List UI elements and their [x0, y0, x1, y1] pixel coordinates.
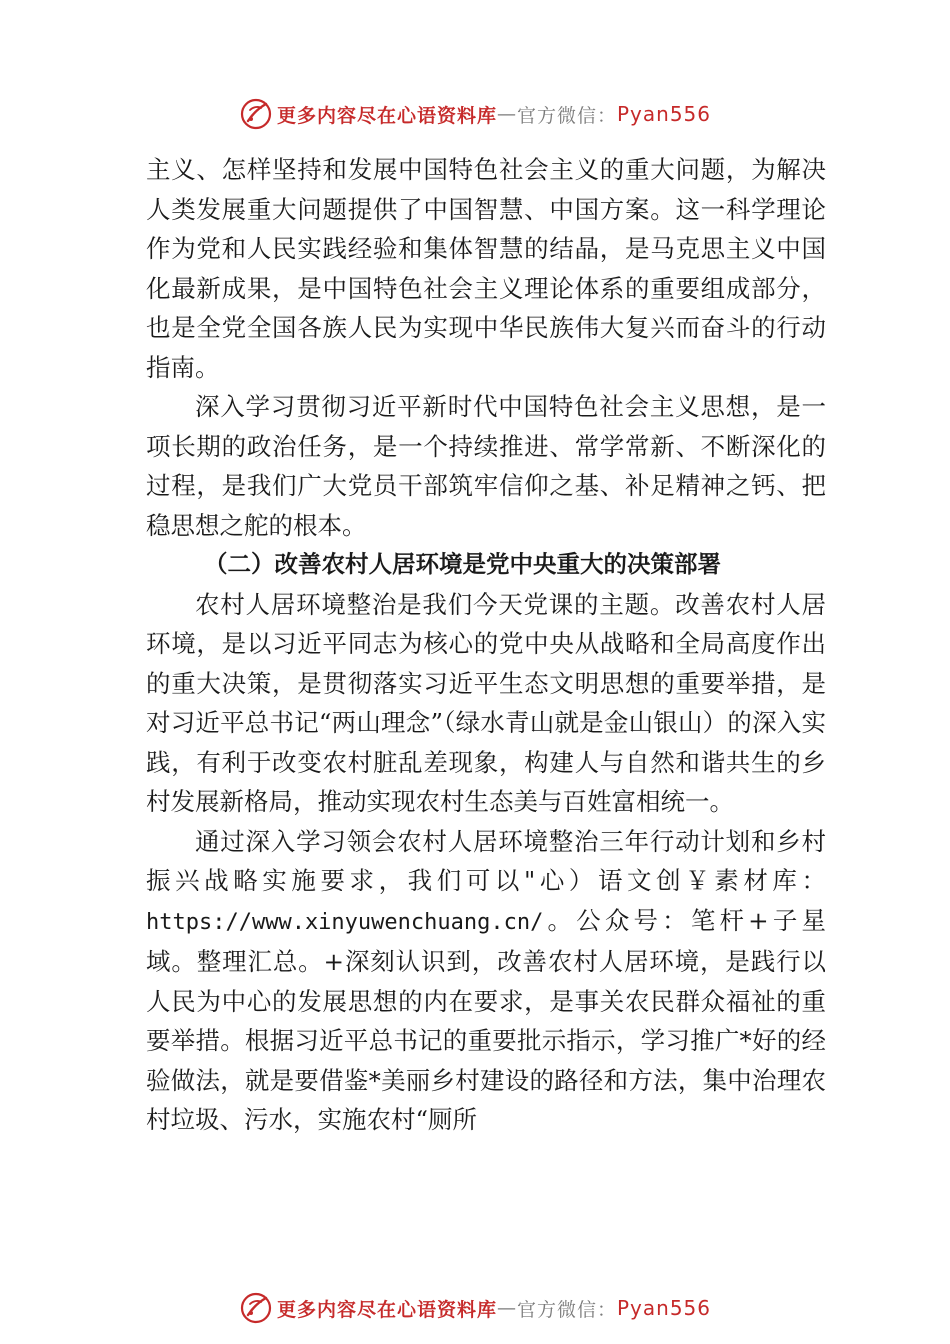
watermark-wechat-label: 官方微信： [516, 104, 617, 127]
paragraph-continuation: 主义、怎样坚持和发展中国特色社会主义的重大问题，为解决人类发展重大问题提供了中国智慧、中国方案。这一科学理论作为党和人民实践经验和集体智慧的结晶，是马克思主义中国化最新成果，是中国特色社会主义理论体系的重要组成部分，也是全党全国各族人民为实现中华民族伟大复兴而奋斗的行动指南。 [146, 155, 826, 382]
brand-logo-icon [239, 1291, 273, 1325]
section-heading: （二）改善农村人居环境是党中央重大的决策部署 [204, 550, 721, 578]
footer-watermark [0, 1288, 950, 1328]
document-body [146, 150, 826, 1140]
watermark-separator: — [496, 103, 517, 125]
watermark-brand-text: 更多内容尽在心语资料库 [276, 104, 497, 127]
watermark-wechat-id: Pyan556 [617, 1296, 712, 1320]
source-url: https://www.xinyuwenchuang.cn/ [146, 909, 544, 935]
paragraph-text-part-a: 通过深入学习领会农村人居环境整治三年行动计划和乡村振兴战略实施要求，我们可以"心）语文创￥素材库： [146, 826, 826, 895]
paragraph-rural-environment: 农村人居环境整治是我们今天党课的主题。改善农村人居环境，是以习近平同志为核心的党中央从战略和全局高度作出的重大决策，是贯彻落实习近平生态文明思想的重要举措，是对习近平总书记“两山理念”（绿水青山就是金山银山）的深入实践，有利于改变农村脏乱差现象，构建人与自然和谐共生的乡村发展新格局，推动实现农村生态美与百姓富相统一。 [146, 589, 826, 816]
watermark-wechat-id: Pyan556 [617, 102, 712, 126]
watermark-separator: — [496, 1297, 517, 1319]
paragraph-three-year-plan [146, 822, 826, 1140]
header-watermark [0, 94, 950, 134]
watermark-wechat-label: 官方微信： [516, 1298, 617, 1321]
brand-logo-icon [239, 97, 273, 131]
paragraph-text-part-b: 。公众号：笔杆+子星域。整理汇总。+深刻认识到，改善农村人居环境，是践行以人民为中心的发展思想的内在要求，是事关农民群众福祉的重要举措。根据习近平总书记的重要批示指示，学习推广*好的经验做法，就是要借鉴*美丽乡村建设的路径和方法，集中治理农村垃圾、污水，实施农村“厕所 [146, 905, 826, 1134]
watermark-brand-text: 更多内容尽在心语资料库 [276, 1298, 497, 1321]
paragraph-study-thought: 深入学习贯彻习近平新时代中国特色社会主义思想，是一项长期的政治任务，是一个持续推进、常学常新、不断深化的过程，是我们广大党员干部筑牢信仰之基、补足精神之钙、把稳思想之舵的根本。 [146, 392, 826, 540]
